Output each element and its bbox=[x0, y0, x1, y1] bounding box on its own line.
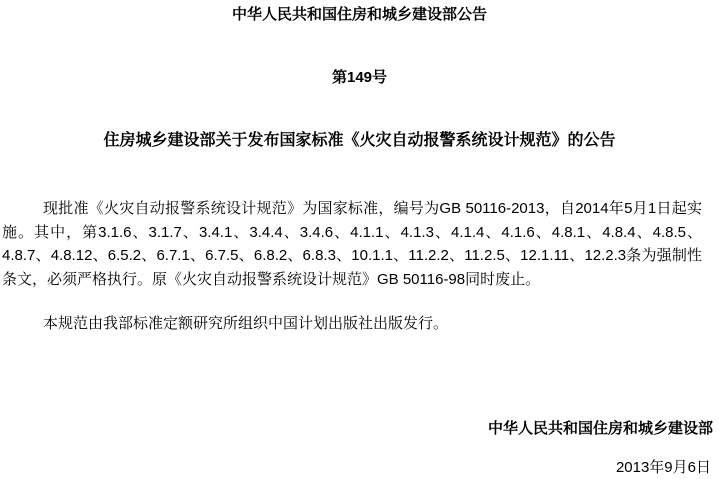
issuer-signature: 中华人民共和国住房和城乡建设部 bbox=[487, 420, 713, 437]
document-title: 中华人民共和国住房和城乡建设部公告 bbox=[231, 6, 487, 23]
body-paragraph-publication: 本规范由我部标准定额研究所组织中国计划出版社出版发行。 bbox=[43, 315, 449, 332]
issue-date: 2013年9月6日 bbox=[615, 459, 711, 476]
document-subtitle: 住房城乡建设部关于发布国家标准《火灾自动报警系统设计规范》的公告 bbox=[103, 132, 616, 149]
body-paragraph-approval: 现批准《火灾自动报警系统设计规范》为国家标准，编号为GB 50116-2013，自2014年5月1日起实施。其中，第3.1.6、3.1.7、3.4.1、3.4.4、3.4.6、4.1.1、4.1.3、4.1.4、4.1.6、4.8.1、4.8.4、4.8.5、4.8.7、4.8.12、6.5.2、6.7.1、6.7.5、6.8.2、6.8.3、10.1.1、11.2.2、11.2.5、12.1.11、12.2.3条为强制性条文，必须严格执行。原《火灾自动报警系统设计规范》GB 50116-98同时废止。 bbox=[2, 200, 702, 288]
document-number: 第149号 bbox=[331, 69, 388, 86]
